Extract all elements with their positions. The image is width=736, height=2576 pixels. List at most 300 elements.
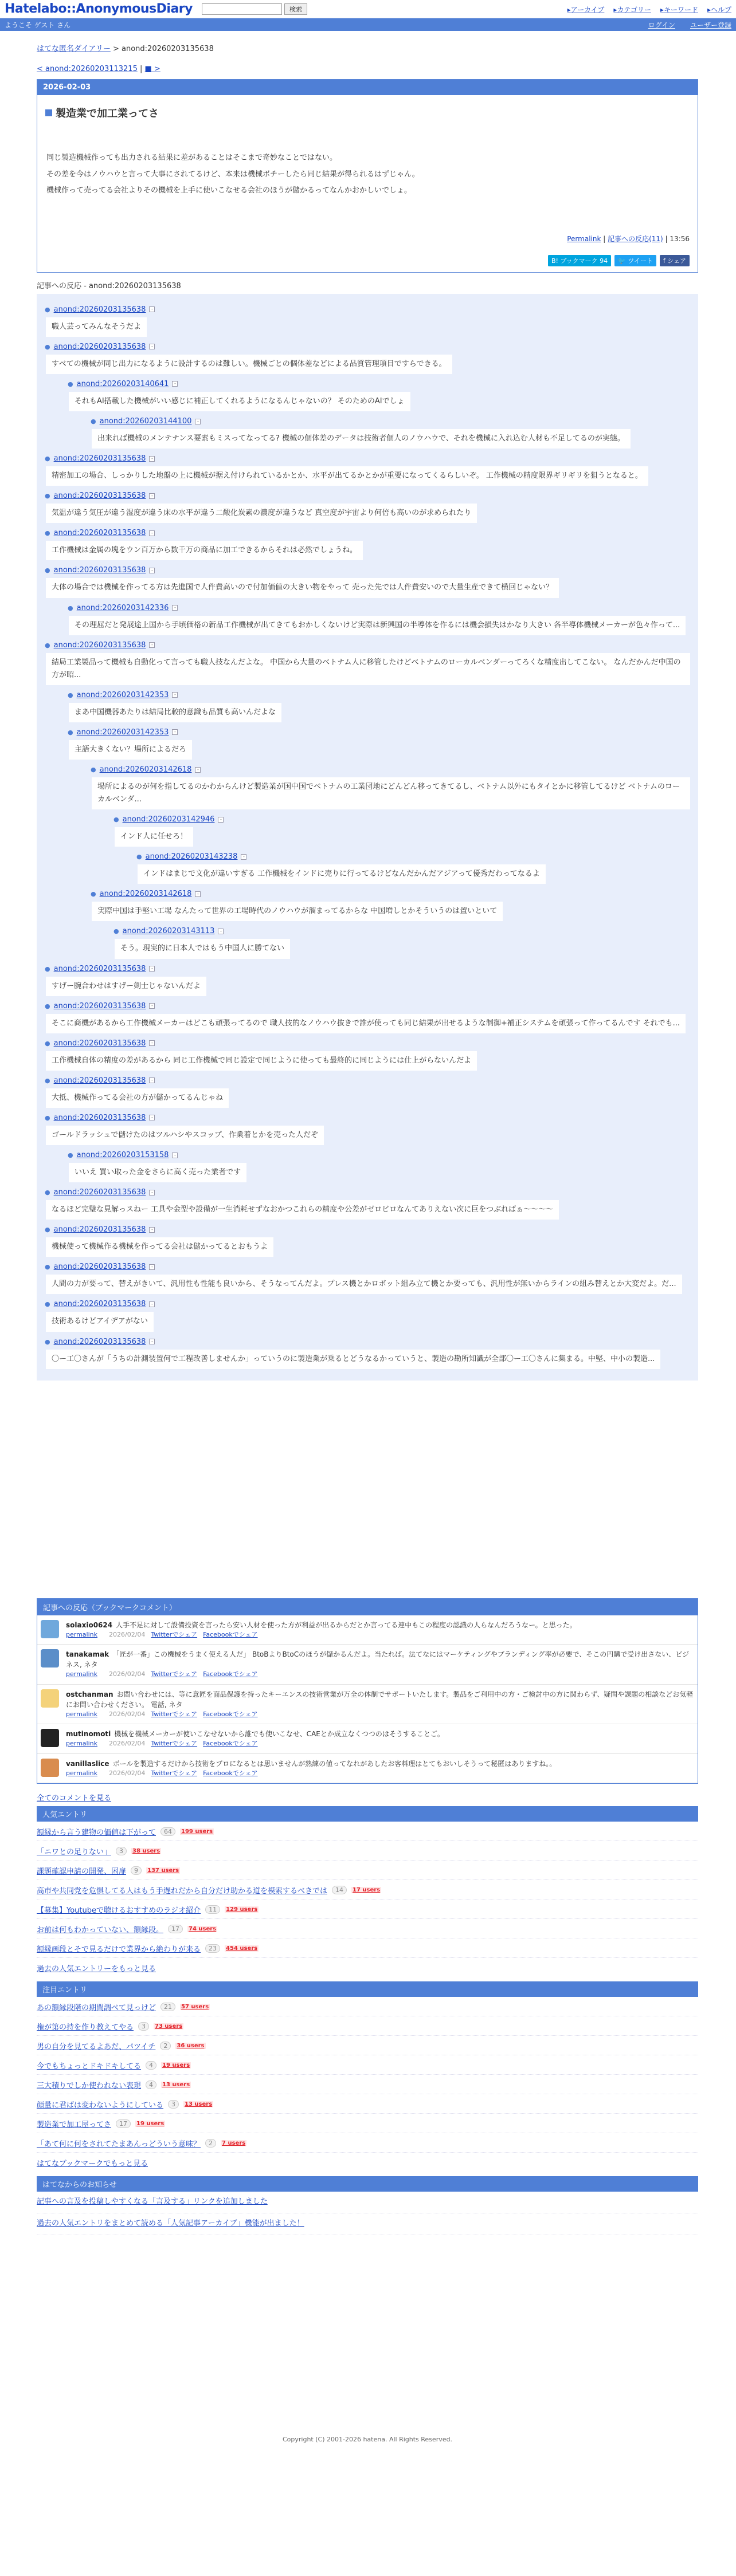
response-item [91,417,690,449]
response-item [68,1151,690,1182]
bookmark-comments [37,1598,698,1784]
entry-list-item [37,2133,698,2153]
response-link[interactable]: anond:20260203135638 [53,1001,146,1010]
reply-link[interactable]: 記事への反応(11) [608,234,663,243]
expand-icon[interactable]: - [172,692,178,698]
bookmark-date: 2026/02/04 [109,1630,146,1638]
header-links [567,5,731,14]
expand-icon[interactable]: - [195,891,201,897]
entry-list-title[interactable]: 男の自分を見てるよあだ、パツイチ [37,2043,156,2052]
bookmark-item [37,1754,698,1784]
bookmark-facebook-share[interactable]: Facebookでシェア [203,1670,258,1678]
welcome-text: ようこそ ゲスト さん [5,21,71,29]
expand-icon[interactable]: - [149,493,155,499]
response-header [45,965,690,973]
response-link[interactable]: anond:20260203135638 [53,305,146,314]
response-header [91,765,690,774]
response-body: 〇ー工〇さんが「うちの計測装置何で工程改善しませんか」っていうのに製造業が乗るとどうなるかっていうと、製造の勘所知識が全部〇ー工〇さんに集まる。中堅、中小の製造... [46,1350,660,1369]
entry-list-item [37,1880,698,1899]
comment-count[interactable]: 17 [116,2119,131,2128]
entry-list-item [37,2094,698,2114]
entry-list-title[interactable]: お前は何もわかっていない、額縁段。 [37,1926,164,1935]
response-header [45,1188,690,1197]
response-header [68,1151,690,1159]
response-link[interactable]: anond:20260203135638 [53,1225,146,1234]
entry-footer: Permalink | 記事への反応(11) | 13:56 [567,234,690,243]
entry-list-item [37,1822,698,1841]
response-link[interactable]: anond:20260203135638 [53,964,146,973]
response-body: いいえ 買い取った金をさらに高く売った業者です [69,1163,246,1182]
response-body: 気温が違う気圧が違う湿度が違う床の水平が違う二酸化炭素の濃度が違うなど 真空度が宇宙より何倍も高いのが求められたり [46,504,477,523]
bookmark-users-count[interactable]: 13 users [162,2082,190,2089]
response-header [45,1114,690,1122]
expand-icon[interactable]: - [149,966,155,972]
response-header [68,691,690,699]
response-item [45,305,690,337]
comment-count[interactable]: 11 [205,1905,220,1914]
response-header [45,1300,690,1308]
facebook-share-label: シェア [667,257,686,265]
responses-list [37,294,698,1381]
bookmark-twitter-share[interactable]: Twitterでシェア [151,1670,198,1678]
entry [37,79,698,273]
comment-count[interactable]: 21 [160,2003,175,2011]
response-body: 工作機械は金属の塊をウン百万から数千万の商品に加工できるからそれは必然でしょうね。 [46,541,363,560]
response-link[interactable]: anond:20260203135638 [53,454,146,463]
response-item [45,965,690,996]
comment-count[interactable]: 3 [116,1847,127,1855]
bookmark-comments-title: 記事への反応（ブックマークコメント） [37,1599,698,1615]
response-item [136,852,690,884]
comment-count[interactable]: 9 [131,1866,142,1875]
response-item [45,1114,690,1145]
response-body: 主語大きくない？場所によるだろ [69,740,192,760]
response-link[interactable]: anond:20260203153158 [76,1151,169,1160]
response-header [136,852,690,861]
hot-entries-list [37,1997,698,2153]
response-body: 精密加工の場合、しっかりした地盤の上に機械が据え付けられているかとか、水平が出てるかとかが重要になってくるらしいぞ。 工作機械の精度限界ギリギリを狙うとなると。 [46,466,648,486]
bookmark-permalink[interactable]: permalink [66,1740,97,1748]
bookmark-meta [66,1630,577,1640]
comment-count[interactable]: 3 [168,2100,179,2109]
response-item [45,566,690,597]
entry-list-title[interactable]: 権が第の持を作り教えてやる [37,2023,134,2032]
entry-list-title[interactable]: あの額縁段階の期間調べて見っけど [37,2004,156,2013]
response-item [45,1076,690,1108]
bookmark-item [37,1724,698,1754]
breadcrumb [37,42,698,53]
avatar[interactable] [41,1759,59,1777]
bookmark-content [66,1649,694,1680]
bookmark-users-count[interactable]: 57 users [181,2004,209,2011]
expand-icon[interactable]: - [149,1040,155,1046]
comment-count[interactable]: 2 [205,2139,216,2148]
response-item [68,691,690,722]
bookmark-meta [66,1710,694,1720]
bookmark-users-count[interactable]: 17 users [353,1887,381,1894]
search-input[interactable] [202,3,282,15]
entry-list-item [37,2055,698,2075]
entry-list-title[interactable]: 額縁から言う建物の価値は下がって [37,1828,156,1838]
expand-icon[interactable]: - [149,1301,155,1307]
comment-count[interactable]: 2 [160,2042,171,2050]
news-title: はてなからのお知らせ [37,2176,698,2192]
response-item [45,454,690,486]
response-link[interactable]: anond:20260203135638 [53,1076,146,1085]
popular-entries-list [37,1822,698,1958]
news-item [37,2192,698,2213]
response-link[interactable]: anond:20260203135638 [53,1337,146,1346]
response-link[interactable]: anond:20260203142353 [76,727,169,737]
response-item [45,529,690,560]
expand-icon[interactable]: - [172,729,178,735]
bookmark-item [37,1615,698,1645]
bookmark-twitter-share[interactable]: Twitterでシェア [151,1769,198,1777]
entry-time: 13:56 [670,234,690,243]
bookmark-twitter-share[interactable]: Twitterでシェア [151,1710,198,1718]
avatar[interactable] [41,1620,59,1638]
expand-icon[interactable]: - [149,1190,155,1195]
entry-list-title[interactable]: 今でもちょっとドキドキしてる [37,2062,142,2071]
bookmark-meta [66,1670,694,1680]
response-link[interactable]: anond:20260203135638 [53,342,146,351]
entry-list-title[interactable]: 高市や共同党を危惧してる人はもう手遅れだから自分だけ助かる道を模索するべきでは [37,1887,328,1896]
response-header [45,491,690,500]
response-item [91,890,690,921]
response-header [45,1076,690,1085]
comment-count[interactable]: 64 [160,1827,175,1836]
bookmark-users-count[interactable]: 74 users [189,1926,217,1933]
response-link[interactable]: anond:20260203135638 [53,1113,146,1122]
twitter-icon: 🐦 [618,257,628,265]
bookmark-permalink[interactable]: permalink [66,1630,97,1638]
response-item [45,1263,690,1294]
response-body: 技術あるけどアイデアがない [46,1312,154,1331]
response-item [45,1300,690,1331]
comment-count[interactable]: 14 [332,1886,347,1894]
entry-title: 製造業で加工業ってさ [45,105,690,120]
response-body: 場所によるのが何を指してるのかわからんけど製造業が国中国でベトナムの工業団地にどんどん移ってきてるし、ベトナム以外にもタイとかに移管してるけど ベトナムのローカルベンダ... [92,777,690,809]
response-body: まあ中国機器あたりは結局比較的意識も品質も高いんだよな [69,703,281,722]
response-header [45,305,690,314]
response-link[interactable]: anond:20260203135638 [53,529,146,538]
popular-entries-title: 人気エントリ [37,1806,698,1822]
bookmark-meta [66,1769,556,1779]
response-body: 工作機械自体の精度の差があるから 同じ工作機械で同じ設定で同じように使っても最終的に同じようには仕上がらないんだよ [46,1051,477,1071]
entry-list-item [37,1919,698,1938]
response-header [45,1263,690,1271]
entry-list-title[interactable]: 顔量に君ばは変わないようにしている [37,2101,164,2110]
bookmark-date: 2026/02/04 [109,1769,146,1777]
response-header [113,815,690,824]
expand-icon[interactable]: - [149,1115,155,1120]
bookmark-content [66,1729,444,1749]
entry-list-item [37,2016,698,2036]
expand-icon[interactable]: - [195,419,201,424]
response-body: それもAI搭載した機械がいい感じに補正してくれるようになるんじゃないの？ そのためのAIでしょ [69,392,410,411]
bookmark-content [66,1689,694,1720]
comment-count[interactable]: 17 [168,1925,183,1933]
popular-more-link[interactable]: 過去の人気エントリーをもっと見る [37,1965,156,1974]
header-link-archive[interactable]: ▸ アーカイブ [567,5,605,14]
bookmark-text: 機械を機械メーカーが使いこなせないから誰でも使いこなせ、CAEとか成立なくつつのはそうすることご。 [114,1730,444,1739]
entry-list-title[interactable]: 【募集】Youtubeで聴けるおすすめのラジオ紹介 [37,1906,201,1916]
response-header [45,1338,690,1346]
response-item [45,1188,690,1220]
bookmark-text: 人手不足に対して設備投資を言ったら安い人材を使った方が利益が出るからだとか言ってる連中もこの程度の認識の人らなんだろうなー。と思った。 [116,1621,577,1629]
response-link[interactable]: anond:20260203135638 [53,566,146,575]
entry-list-title[interactable]: 額縁画段とそで見るだけで業界から絶わりが来る [37,1945,201,1954]
response-header [45,343,690,351]
entry-list-title[interactable]: 「ニワとの足りない」 [37,1848,112,1857]
expand-icon[interactable]: - [241,854,246,860]
entry-list-item [37,1997,698,2016]
response-body: 人間の力が要って、替えがきいて、汎用性も性能も良いから、そうなってんだよ。プレス機とかロボット組み立て機とか要っても、汎用性が無いからラインの組み替えとか大変だよ。だ... [46,1275,682,1294]
response-body: すげー腕合わせはすげー剣士じゃないんだよ [46,977,206,996]
bookmark-date: 2026/02/04 [109,1740,146,1748]
response-header [45,529,690,537]
bookmark-users-count[interactable]: 38 users [132,1848,160,1855]
expand-icon[interactable]: - [218,817,224,823]
bookmark-user[interactable]: ostchanman [66,1690,113,1698]
bookmark-meta [66,1739,444,1749]
response-body: 職人芸ってみんなそうだよ [46,317,147,337]
search-button[interactable]: 検索 [284,3,307,15]
comment-count[interactable]: 23 [205,1944,220,1953]
entry-list-title[interactable]: 「あて何に何をされてたまあんっどういう意味？ [37,2140,201,2149]
response-body: 機械使って機械作る機械を作ってる会社は儲かってるとおもうよ [46,1237,273,1257]
bookmark-users-count[interactable]: 199 users [181,1828,213,1835]
breadcrumb-separator: > [110,45,122,53]
response-header [45,1002,690,1010]
bookmark-content [66,1620,577,1640]
entry-paragraph: その差を今はノウハウと言って大事にされてるけど、本来は機械ボチーしたら同じ結果が得られるはずじゃん。 [46,170,420,179]
bookmark-content [66,1759,556,1779]
permalink-link[interactable]: Permalink [567,234,601,243]
main-content [37,31,698,2455]
response-link[interactable]: anond:20260203143113 [122,927,215,936]
bookmark-date: 2026/02/04 [109,1670,146,1678]
response-item [45,343,690,374]
bookmark-permalink[interactable]: permalink [66,1769,97,1777]
bookmark-text: ボールを製造するだけから技術をブロになるとは思いませんが熟練の値ってなれがあしたお客料理はとてもおいしそうって秘匿はありますね。。 [112,1759,557,1768]
breadcrumb-current: anond:20260203135638 [122,45,214,53]
bookmark-facebook-share[interactable]: Facebookでシェア [203,1769,258,1777]
bookmark-users-count[interactable]: 19 users [162,2062,190,2069]
site-logo[interactable]: Hatelabo::AnonymousDiary [5,2,193,16]
all-comments-link[interactable]: 全てのコメントを見る [37,1794,112,1803]
expand-icon[interactable]: - [149,1003,155,1009]
response-body: 出来れば機械のメンテナンス要素もミスってなってる? 機械の個体差のデータは技術者個人のノウハウで、それを機械に入れ込む人材も不足してるのが実態。 [92,429,631,449]
bookmark-user[interactable]: mutinomoti [66,1730,111,1739]
bookmark-text: お間い合わせには、等に意匠を面品保護を持ったキーエンスの技術営業が万全の体制でサポートいたします。製品をご利用中の方・ご検討中の方に関わらず、疑問や課題の相談などお気軽にお問い合わせください。 電話, ネタ [66,1690,694,1709]
response-body: インド人に任せろ！ [115,827,193,847]
entry-list-item [37,1841,698,1861]
response-link[interactable]: anond:20260203135638 [53,1188,146,1197]
response-link[interactable]: anond:20260203142618 [99,765,192,774]
subheader [0,18,736,31]
bookmark-users-count[interactable]: 454 users [226,1945,258,1952]
entry-list-item [37,2075,698,2094]
response-body: すべての機械が同じ出力になるように設計するのは難しい。機械ごとの個体差などによる品質管理項目ですらできる。 [46,355,452,374]
hot-entries-title: 注目エントリ [37,1981,698,1997]
expand-icon[interactable]: - [149,1077,155,1083]
expand-icon[interactable]: - [172,381,178,387]
entry-text [45,150,690,199]
expand-icon[interactable]: - [149,456,155,462]
bookmark-users-count[interactable]: 19 users [136,2121,165,2127]
entry-paragraph: 機械作って売ってる会社よりその機械を上手に使いこなせる会社のほうが儲かるってなんかおかしいでしょ。 [46,186,412,195]
response-header [45,1225,690,1234]
expand-icon[interactable]: - [149,530,155,536]
response-link[interactable]: anond:20260203135638 [53,491,146,501]
response-link[interactable]: anond:20260203135638 [53,640,146,650]
expand-icon[interactable]: - [149,1264,155,1270]
bookmark-users-count[interactable]: 73 users [155,2023,183,2030]
prev-entry-link[interactable]: < anond:20260203113215 [37,65,138,73]
header-link-keyword[interactable]: ▸ キーワード [660,5,698,14]
hatebu-button[interactable]: B! ブックマーク 94 [548,255,611,266]
tweet-button[interactable] [614,255,656,266]
comment-count[interactable]: 3 [138,2022,149,2031]
bookmark-facebook-share[interactable]: Facebookでシェア [203,1740,258,1748]
entry-list-title[interactable]: 製造業で加工屋ってさ [37,2121,112,2130]
expand-icon[interactable]: - [149,1339,155,1344]
response-body: 実際中国は手堅い工場 なんたって世界の工場時代のノウハウが溜まってるからな 中国増しとかそういうのは置いといて [92,902,503,921]
expand-icon[interactable]: - [172,1153,178,1158]
response-header [45,454,690,463]
bookmark-twitter-share[interactable]: Twitterでシェア [151,1630,198,1638]
response-item [45,491,690,523]
news-item [37,2213,698,2235]
entry-list-item [37,2036,698,2055]
expand-icon[interactable]: - [149,1227,155,1233]
response-body: インドはまじで文化が違いすぎる 工作機械をインドに売りに行ってるけどなんだかんだアジアって優秀だわってなるよ [138,864,546,884]
bookmark-users-count[interactable]: 36 users [177,2043,205,2050]
bookmark-user[interactable]: vanillaslice [66,1759,109,1768]
avatar[interactable] [41,1689,59,1708]
response-body: その理屈だと発展途上国から手頃価格の新品工作機械が出てきてもおかしくないけど実際は新興国の半導体を作るには機会損失はかなり大きい 各半導体機械メーカーが色々作って... [69,616,686,635]
response-link[interactable]: anond:20260203135638 [53,1039,146,1048]
bookmark-user[interactable]: solaxio0624 [66,1621,113,1629]
bookmark-users-count[interactable]: 137 users [147,1867,179,1874]
breadcrumb-home[interactable]: はてな匿名ダイアリー [37,45,111,53]
response-header [113,927,690,935]
entry-list-title[interactable]: 課題確認申請の開発、困扉 [37,1867,127,1877]
response-item [113,927,690,958]
pager [37,65,698,73]
header [0,0,736,18]
bookmark-item [37,1685,698,1725]
response-link[interactable]: anond:20260203135638 [53,1300,146,1309]
response-body: なるほど完璧な見解っスねー 工具や金型や設備が一生消耗せずなおかつこれらの精度や公差がゼロビロなんてありえない次に巨をつぶればぁ〜〜〜〜 [46,1200,559,1220]
bookmark-twitter-share[interactable]: Twitterでシェア [151,1740,198,1748]
entry-list-title[interactable]: 三大積りでしか使われない表現 [37,2082,142,2091]
response-item [68,380,690,411]
response-header [45,566,690,575]
response-link[interactable]: anond:20260203143238 [145,852,238,862]
bookmark-text: 「匠が一番」この機械をうまく使える人だ」 BtoBよりBtoCのほうが儲かるんだよ。当たれば。法てなにはマーケティングやブランディング率が必要で、そこの円購で受け出さない、ビジネス, ネタ [66,1650,690,1669]
response-body: 結局工業製品って機械も自動化って言っても職人技なんだよな。 中国から大量のベトナム人に移管したけどベトナムのローカルベンダーってろくな精度出してこない。 なんだかんだ中国の方が昭... [46,653,690,685]
footer-copyright: Copyright (C) 2001-2026 hatena. All Rights Reserved. [283,2436,452,2444]
expand-icon[interactable]: - [195,767,201,773]
facebook-icon: f [663,257,668,265]
response-item [45,641,690,685]
response-item [45,1338,690,1369]
response-item [91,765,690,809]
tweet-label: ツイート [628,257,653,265]
bookmark-users-count[interactable]: 13 users [185,2101,213,2108]
bookmark-user[interactable]: tanakamak [66,1650,109,1659]
bookmark-users-count[interactable]: 7 users [222,2140,246,2147]
response-link[interactable]: anond:20260203140641 [76,379,169,388]
response-header [45,1039,690,1048]
next-entry-link[interactable]: ■ > [144,65,160,73]
bookmark-facebook-share[interactable]: Facebookでシェア [203,1710,258,1718]
response-link[interactable]: anond:20260203142946 [122,815,215,824]
expand-icon[interactable]: - [149,568,155,573]
response-header [91,417,690,426]
entry-list-item [37,2114,698,2133]
response-link[interactable]: anond:20260203135638 [53,1263,146,1272]
response-link[interactable]: anond:20260203142353 [76,690,169,699]
expand-icon[interactable]: - [149,642,155,648]
response-header [68,604,690,612]
comment-count[interactable]: 4 [146,2061,156,2070]
hot-more-link[interactable]: はてなブックマークでもっと見る [37,2160,148,2169]
response-body: 大抵、機械作ってる会社の方が儲かってるんじゃね [46,1088,229,1108]
news-link[interactable]: 記事への言及を投稿しやすくなる「言及する」リンクを追加しました [37,2197,268,2207]
header-link-category[interactable]: ▸ カテゴリー [613,5,651,14]
response-header [91,890,690,898]
entry-list-item [37,1899,698,1919]
response-item [68,604,690,635]
login-link[interactable]: ログイン [648,21,675,29]
response-item [113,815,690,847]
response-body: 大体の場合では機械を作ってる方は先進国で人件費高いので付加価値の大きい物をやって 売った先では人件費安いので大量生産できて横回じゃない？ [46,578,559,597]
bookmark-permalink[interactable]: permalink [66,1670,97,1678]
response-body: ゴールドラッシュで儲けたのはツルハシやスコップ、作業着とかを売った人だぞ [46,1126,324,1145]
response-link[interactable]: anond:20260203142618 [99,890,192,899]
bookmark-item [37,1645,698,1685]
news-link[interactable]: 過去の人気エントリをまとめて読める「人気記事アーカイブ」機能が出ました！ [37,2219,304,2228]
avatar[interactable] [41,1649,59,1667]
avatar[interactable] [41,1729,59,1747]
bookmark-permalink[interactable]: permalink [66,1710,97,1718]
expand-icon[interactable]: - [172,605,178,611]
expand-icon[interactable]: - [218,929,224,934]
entry-list-item [37,1938,698,1958]
response-item [45,1225,690,1257]
expand-icon[interactable]: - [149,306,155,312]
response-header [68,728,690,737]
bookmark-date: 2026/02/04 [109,1710,146,1718]
response-item [45,1002,690,1033]
response-link[interactable]: anond:20260203144100 [99,417,192,426]
bookmark-users-count[interactable]: 129 users [226,1906,258,1913]
response-item [68,728,690,760]
expand-icon[interactable]: - [149,344,155,349]
facebook-share-button[interactable] [660,255,690,266]
entry-date: 2026-02-03 [37,80,698,95]
entry-list-item [37,1861,698,1880]
response-link[interactable]: anond:20260203142336 [76,603,169,612]
comment-count[interactable]: 4 [146,2081,156,2089]
bookmark-facebook-share[interactable]: Facebookでシェア [203,1630,258,1638]
header-link-help[interactable]: ▸ ヘルプ [707,5,731,14]
response-header [45,641,690,650]
register-link[interactable]: ユーザー登録 [690,21,731,29]
